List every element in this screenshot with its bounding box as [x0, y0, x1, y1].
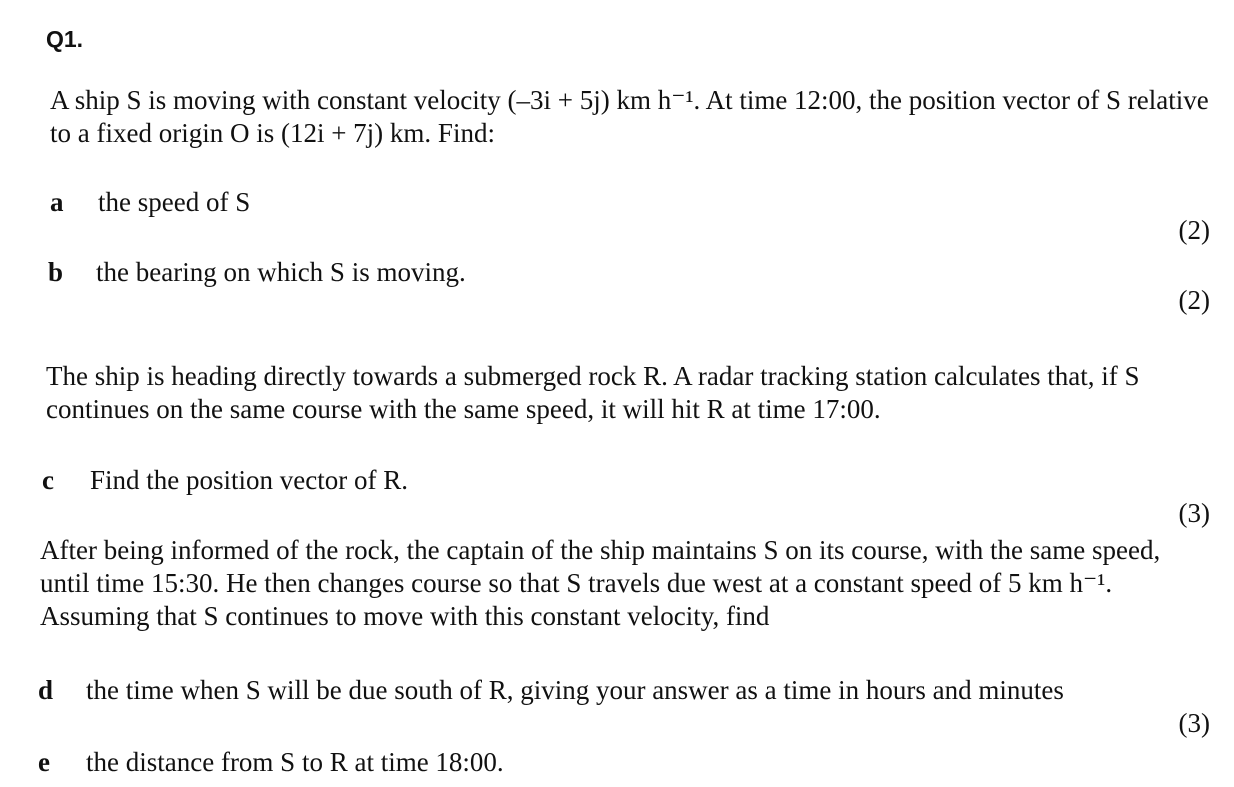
part-d: [38, 674, 1064, 707]
part-a-marks: (2): [1178, 215, 1210, 245]
part-e-text: the distance from S to R at time 18:00.: [86, 747, 504, 777]
part-d-marks: (3): [1178, 708, 1210, 738]
part-d-label: d: [38, 675, 54, 705]
part-b: [48, 256, 466, 289]
part-a: [50, 186, 250, 219]
part-a-text: the speed of S: [98, 187, 251, 217]
part-c-marks: (3): [1178, 498, 1210, 528]
part-b-text: the bearing on which S is moving.: [96, 257, 466, 287]
part-e: [38, 746, 504, 779]
part-d-text: the time when S will be due south of R, giving your answer as a time in hours and minutes: [86, 675, 1064, 705]
part-c-label: c: [42, 465, 54, 495]
part-a-label: a: [50, 187, 64, 217]
question-intro: A ship S is moving with constant velocity (–3i + 5j) km h⁻¹. At time 12:00, the position vector of S relative to a fixed origin O is (12i + 7j) km. Find:: [50, 85, 1209, 148]
part-e-label: e: [38, 747, 50, 777]
context-paragraph-1: The ship is heading directly towards a submerged rock R. A radar tracking station calculates that, if S continues on the same course with the same speed, it will hit R at time 17:00.: [46, 361, 1140, 424]
part-b-label: b: [48, 257, 64, 287]
part-b-marks: (2): [1178, 285, 1210, 315]
part-c: [42, 464, 408, 497]
context-paragraph-2: After being informed of the rock, the captain of the ship maintains S on its course, with the same speed, until time 15:30. He then changes course so that S travels due west at a constant speed of 5 km h⁻¹. Assuming that S continues to move with this constant velocity, find: [40, 535, 1161, 631]
part-c-text: Find the position vector of R.: [90, 465, 408, 495]
question-number: Q1.: [46, 26, 84, 52]
